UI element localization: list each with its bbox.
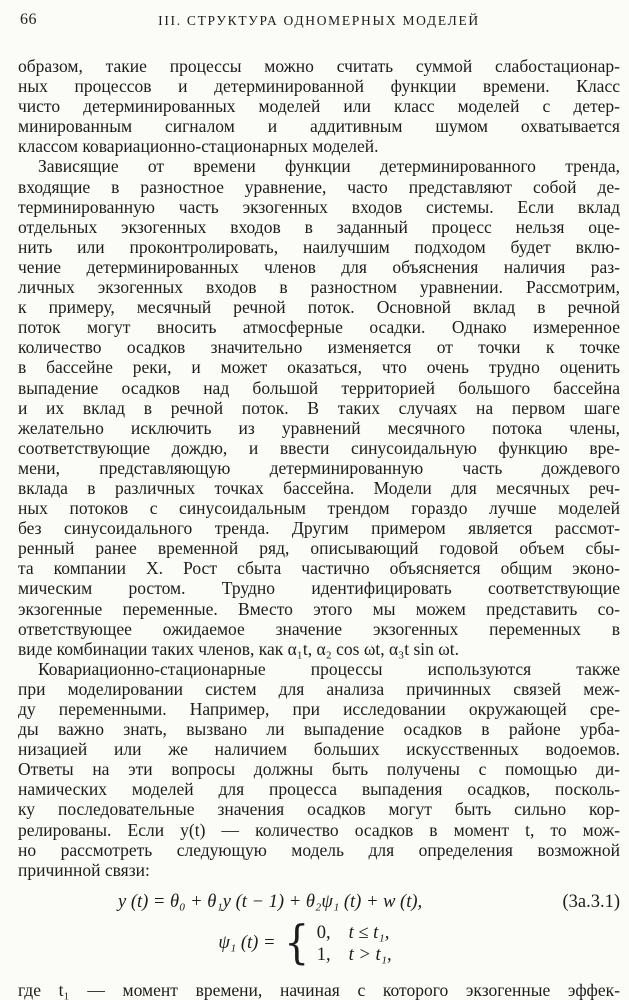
- equation-label: (3а.3.1): [562, 891, 620, 912]
- text-line: без синусоидального тренда. Другим примером является рассмот-: [18, 518, 620, 539]
- text-line: та компании X. Рост сбыта частично объясняется общим эконо-: [18, 558, 620, 579]
- equation-psi-inner: [218, 914, 392, 969]
- text-line: количество осадков значительно изменяется от точки к точке: [18, 337, 620, 358]
- text-line: выпадение осадков над большой территорией большого бассейна: [18, 377, 620, 398]
- text-line: ду переменными. Например, при исследовании окружающей сре-: [18, 699, 620, 719]
- text-line: Зависящие от времени функции детерминированного тренда,: [38, 156, 620, 177]
- text-line: вклада в различных точках бассейна. Модели для месячных реч-: [18, 477, 620, 498]
- text-line: Ответы на эти вопросы должны быть получены с помощью ди-: [18, 759, 620, 780]
- text-line: нить или проконтролировать, наилучшим подходом будет вклю-: [18, 236, 620, 257]
- text-line: при моделировании систем для анализа причинных связей меж-: [18, 678, 620, 699]
- text-line: намических моделей для процесса выпадения осадков, посколь-: [18, 779, 620, 800]
- closing-line: где t₁ — момент времени, начиная с которого экзогенные эффек-: [18, 979, 620, 1000]
- text-line: чение детерминированных членов для объяснения наличия раз-: [18, 256, 620, 277]
- page-header: [18, 11, 620, 31]
- left-brace-glyph: {: [284, 914, 310, 969]
- text-line: низацией или же наличием больших искусственных водоемов.: [18, 739, 620, 760]
- text-line: экзогенные переменные. Вместо этого мы можем представить со-: [18, 598, 620, 619]
- text-line: мени, представляющую детерминированную часть дождевого: [18, 457, 620, 478]
- text-line: Ковариационно-стационарные процессы используются также: [38, 658, 620, 679]
- body-text: [18, 56, 620, 1000]
- text-line: поток могут вносить атмосферные осадки. Однако измеренное: [18, 317, 620, 338]
- text-line: соответствующие дождю, и ввести синусоидальную функцию вре-: [18, 437, 620, 458]
- equation-expression: y (t) = θ₀ + θ₁y (t − 1) + θ₂ψ₁ (t) + w (t),: [118, 891, 423, 912]
- text-line: желательно исключить из уравнений месячного потока члены,: [18, 417, 620, 438]
- case-condition: t > t₁,: [348, 944, 392, 965]
- text-line: причинной связи:: [18, 859, 150, 880]
- text-line: ных процессов и детерминированной функции времени. Класс: [18, 76, 620, 97]
- text-line: минированным сигналом и аддитивным шумом охватывается: [18, 116, 620, 137]
- case-value: 1,: [316, 944, 331, 965]
- text-line: релированы. Если y(t) — количество осадков в момент t, то мож-: [18, 819, 620, 840]
- text-line: в бассейне реки, и может оказаться, что очень трудно оценить: [18, 357, 620, 378]
- text-line: ренный ранее временной ряд, описывающий годовой объем сбы-: [18, 538, 620, 559]
- text-line: личных экзогенных входов в разностном уравнении. Рассмотрим,: [18, 277, 620, 298]
- psi-lhs: ψ₁ (t) =: [218, 933, 276, 954]
- text-line: и их вклад в речной поток. В таких случаях на первом шаге: [18, 397, 620, 418]
- equation-psi-cases: [18, 914, 620, 969]
- cases-grid: [317, 922, 392, 966]
- page-number: 66: [20, 11, 37, 28]
- case-value: 0,: [316, 922, 331, 943]
- text-line: к примеру, месячный речной поток. Основной вклад в речной: [18, 297, 620, 318]
- running-header: III. СТРУКТУРА ОДНОМЕРНЫХ МОДЕЛЕЙ: [158, 13, 480, 28]
- text-line: терминированную часть экзогенных входов системы. Если вклад: [18, 196, 620, 217]
- text-line: образом, такие процессы можно считать суммой слабостационар-: [18, 56, 620, 76]
- text-line: входящие в разностное уравнение, часто представляют собой де-: [18, 176, 620, 197]
- text-line: но рассмотреть следующую модель для определения возможной: [18, 839, 620, 860]
- text-line: ды важно знать, вызвано ли выпадение осадков в районе урба-: [18, 719, 620, 740]
- case-condition: t ≤ t₁,: [348, 922, 390, 943]
- text-line: ответствующее ожидаемое значение экзогенных переменных в: [18, 618, 620, 639]
- text-line: отдельных экзогенных входов в заданный процесс нельзя оце-: [18, 216, 620, 237]
- text-line: ку последовательные значения осадков могут быть сильно кор-: [18, 799, 620, 820]
- text-line: ных потоков с синусоидальным трендом гораздо лучше моделей: [18, 498, 620, 519]
- text-line: мическим ростом. Трудно идентифицировать соответствующие: [18, 578, 620, 599]
- text-line: чисто детерминированных моделей или класс моделей с детер-: [18, 96, 620, 117]
- text-line: виде комбинации таких членов, как α₁t, α₂ cos ωt, α₃t sin ωt.: [18, 638, 460, 659]
- equation-rainfall-model: [18, 887, 620, 917]
- text-line: классом ковариационно-стационарных моделей.: [18, 136, 379, 157]
